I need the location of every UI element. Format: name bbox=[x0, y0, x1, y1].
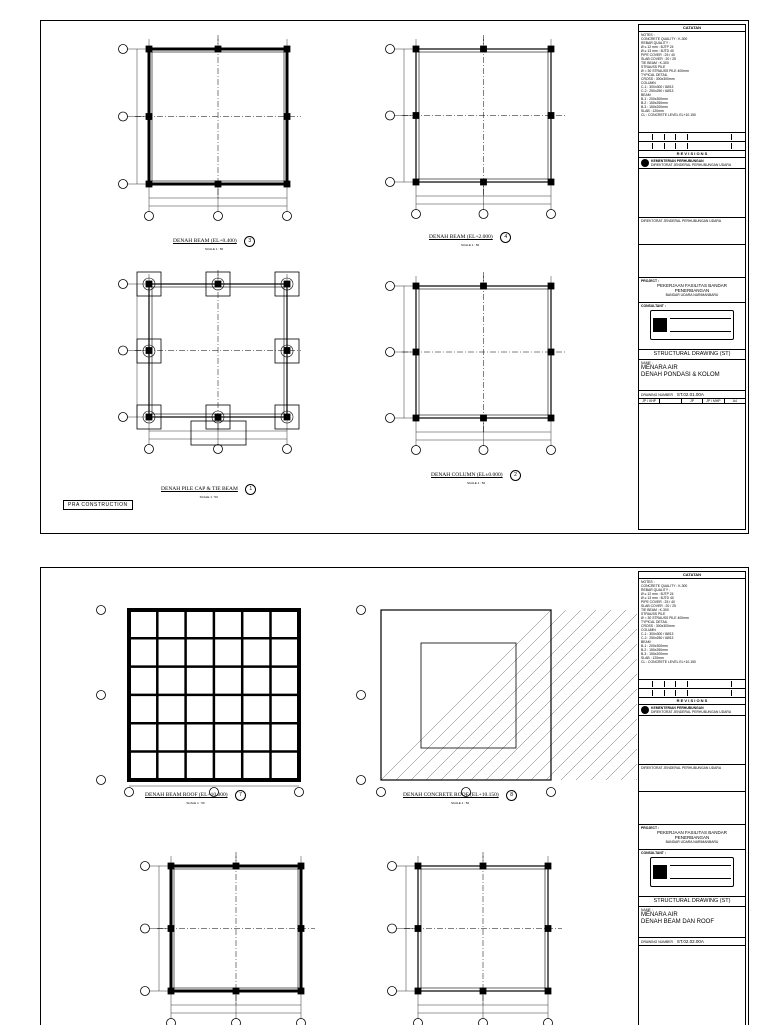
hatch-line bbox=[411, 610, 581, 780]
hatch-line bbox=[606, 610, 637, 780]
drawing-name-block: NAME : MENARA AIR DENAH BEAM DAN ROOF bbox=[639, 907, 745, 938]
column-mark bbox=[298, 926, 304, 932]
grid-bubble bbox=[479, 1019, 488, 1025]
column-mark bbox=[545, 926, 551, 932]
hatch-line bbox=[396, 610, 566, 780]
revision-row bbox=[639, 133, 745, 142]
grid-bubble bbox=[386, 178, 395, 187]
drawing-number-badge: 8 bbox=[506, 790, 517, 801]
grid-bubble bbox=[547, 446, 556, 455]
grid-bubble bbox=[119, 280, 128, 289]
grid-bubble bbox=[388, 987, 397, 996]
scale-text: SCALE 1 : 50 bbox=[173, 247, 255, 251]
revision-row bbox=[639, 142, 745, 151]
drawing-number-block: DRAWING NUMBER ST.02.02.00A bbox=[639, 938, 745, 946]
owner-block: KEMENTERIAN PERHUBUNGAN DIREKTORAT JENDERAL PERHUBUNGAN UDARA bbox=[639, 705, 745, 716]
grid-bubble bbox=[97, 776, 106, 785]
drawing-sheet-1 bbox=[40, 20, 749, 534]
authority-block bbox=[639, 792, 745, 825]
drawing-number-badge: 4 bbox=[500, 232, 511, 243]
consultant-stamp bbox=[650, 857, 734, 887]
scale-text: SCALE 1 : 50 bbox=[161, 495, 256, 499]
grid-bubble bbox=[547, 210, 556, 219]
drawing-title-3 bbox=[161, 477, 256, 499]
grid-bubble bbox=[479, 210, 488, 219]
grid-bubble bbox=[283, 212, 292, 221]
grid-bubble bbox=[412, 210, 421, 219]
client-block: DIREKTORAT JENDERAL PERHUBUNGAN UDARA bbox=[639, 218, 745, 245]
grid-bubble bbox=[97, 691, 106, 700]
owner-block: KEMENTERIAN PERHUBUNGAN DIREKTORAT JENDERAL PERHUBUNGAN UDARA bbox=[639, 158, 745, 169]
grid-bubble bbox=[479, 446, 488, 455]
notes-list: NOTES : CONCRETE QUALITY : K-300 REBAR QUALITY : Ø ≤ 12 mm : BJTP 24 Ø ≥ 13 mm : BJTD 40 PIPE COVER : 25 / 40 SLAB COVER : 20 / 25 TIE BEAM : K-300 STRAUSS PILE Ø = 30 STRAUSS PILE 400mm TYPICAL DETAIL CROSS : 300x300mm COLUMN C-1 : 300x300 / 8Ø13 C-2 : 250x250 / 6Ø13 BEAM B-1 : 200x300mm B-2 : 150x250mm B-3 : 150x200mm SLAB : 120mm CL : CONCRETE LEVEL EL+10.150 bbox=[639, 579, 745, 680]
drawing-name-block: NAME : MENARA AIR DENAH PONDASI & KOLOM bbox=[639, 360, 745, 391]
consultant-block: CONSULTANT : bbox=[639, 303, 745, 350]
project-block: PROJECT : PEKERJAAN FASILITAS BANDAR PENERBANGAN BANDAR UDARA NARIMANBARU bbox=[639, 825, 745, 850]
grid-bubble bbox=[386, 111, 395, 120]
grid-bubble bbox=[119, 112, 128, 121]
grid-bubble bbox=[412, 446, 421, 455]
drawing-number-badge: 2 bbox=[510, 470, 521, 481]
grid-bubble bbox=[141, 862, 150, 871]
drawing-title-7 bbox=[145, 783, 246, 805]
drawing-name: MENARA AIR DENAH PONDASI & KOLOM bbox=[641, 365, 743, 379]
consultant-logo-icon bbox=[653, 865, 667, 879]
drawing-number-badge: 7 bbox=[235, 790, 246, 801]
hatch-line bbox=[591, 610, 637, 780]
pra-construction-stamp: PRA CONSTRUCTION bbox=[63, 500, 133, 510]
grid-bubble bbox=[388, 862, 397, 871]
column-mark bbox=[548, 113, 554, 119]
hatch-line bbox=[546, 610, 637, 780]
consultant-logo-icon bbox=[653, 318, 667, 332]
grid-bubble bbox=[232, 1019, 241, 1025]
grid-bubble bbox=[141, 924, 150, 933]
title-text: DENAH BEAM (EL+2.000) bbox=[429, 234, 493, 240]
grid-bubble bbox=[141, 987, 150, 996]
grid-bubble bbox=[125, 788, 134, 797]
sheet-info-cells: JP / KHP JP JP / MHP A4 bbox=[639, 399, 745, 404]
consultant-block: CONSULTANT : bbox=[639, 850, 745, 897]
grid-bubble bbox=[295, 788, 304, 797]
client-block: DIREKTORAT JENDERAL PERHUBUNGAN UDARA bbox=[639, 765, 745, 792]
grid-bubble bbox=[119, 180, 128, 189]
column-mark bbox=[284, 348, 290, 354]
grid-bubble bbox=[119, 346, 128, 355]
notes-list: NOTES : CONCRETE QUALITY : K-300 REBAR QUALITY : Ø ≤ 12 mm : BJTP 24 Ø ≥ 13 mm : BJTD 40 PIPE COVER : 25 / 40 SLAB COVER : 20 / 25 TIE BEAM : K-300 STRAUSS PILE Ø = 30 STRAUSS PILE 400mm TYPICAL DETAIL CROSS : 300x300mm COLUMN C-1 : 300x300 / 8Ø13 C-2 : 250x250 / 6Ø13 BEAM B-1 : 200x300mm B-2 : 150x250mm B-3 : 150x200mm SLAB : 120mm CL : CONCRETE LEVEL EL+10.150 bbox=[639, 32, 745, 133]
grid-bubble bbox=[145, 212, 154, 221]
drawing-number: ST.02.02.00A bbox=[677, 939, 704, 944]
pile-cap-extension bbox=[191, 421, 246, 445]
drawing-number-block: DRAWING NUMBER ST.02.01.00A bbox=[639, 391, 745, 399]
revisions-label: R E V I S I O N S bbox=[639, 698, 745, 705]
ministry-logo-icon bbox=[641, 706, 649, 714]
scale-text: SCALE 1 : 50 bbox=[431, 481, 521, 485]
title-text: DENAH CONCRETE ROOF (EL+10.150) bbox=[403, 792, 499, 798]
notes-header: CATATAN bbox=[639, 25, 745, 32]
drawing-name: MENARA AIR DENAH BEAM DAN ROOF bbox=[641, 912, 743, 926]
grid-bubble bbox=[547, 788, 556, 797]
drawing-type: STRUCTURAL DRAWING (ST) bbox=[639, 897, 745, 907]
grid-bubble bbox=[119, 45, 128, 54]
title-text: DENAH PILE CAP & TIE BEAM bbox=[161, 486, 238, 492]
project-block: PROJECT : PEKERJAAN FASILITAS BANDAR PENERBANGAN BANDAR UDARA NARIMANBARU bbox=[639, 278, 745, 303]
grid-bubble bbox=[388, 924, 397, 933]
hatch-line bbox=[516, 610, 637, 780]
signature-block bbox=[639, 716, 745, 765]
column-mark bbox=[284, 114, 290, 120]
grid-bubble bbox=[544, 1019, 553, 1025]
hatch-line bbox=[531, 610, 637, 780]
sheet-2-drawings bbox=[41, 568, 637, 1025]
signature-block bbox=[639, 169, 745, 218]
grid-bubble bbox=[357, 776, 366, 785]
hatch-line bbox=[621, 610, 637, 780]
drawing-number-badge: 3 bbox=[244, 236, 255, 247]
grid-bubble bbox=[214, 212, 223, 221]
title-text: DENAH BEAM (EL+0.400) bbox=[173, 238, 237, 244]
title-text: DENAH BEAM ROOF (EL+10.000) bbox=[145, 792, 228, 798]
grid-bubble bbox=[386, 348, 395, 357]
authority-block bbox=[639, 245, 745, 278]
revision-row bbox=[639, 689, 745, 698]
hatch-line bbox=[441, 610, 611, 780]
drawing-title-4 bbox=[431, 463, 521, 485]
hatch-line bbox=[381, 610, 551, 780]
grid-bubble bbox=[167, 1019, 176, 1025]
hatch-line bbox=[486, 610, 637, 780]
grid-bubble bbox=[214, 445, 223, 454]
notes-header: CATATAN bbox=[639, 572, 745, 579]
grid-bubble bbox=[357, 606, 366, 615]
title-text: DENAH COLUMN (EL±0.000) bbox=[431, 472, 503, 478]
grid-bubble bbox=[97, 606, 106, 615]
grid-bubble bbox=[414, 1019, 423, 1025]
hatch-line bbox=[576, 610, 637, 780]
grid-bubble bbox=[119, 413, 128, 422]
hatch-line bbox=[561, 610, 637, 780]
sheet-1-drawings bbox=[41, 21, 637, 533]
drawing-sheet-2 bbox=[40, 567, 749, 1025]
drawing-type: STRUCTURAL DRAWING (ST) bbox=[639, 350, 745, 360]
title-block-2 bbox=[638, 571, 746, 1025]
hatch-line bbox=[456, 610, 626, 780]
revisions-label: R E V I S I O N S bbox=[639, 151, 745, 158]
grid-bubble bbox=[145, 445, 154, 454]
title-block-1 bbox=[638, 24, 746, 530]
scale-text: SCALE 1 : 50 bbox=[429, 243, 511, 247]
consultant-stamp bbox=[650, 310, 734, 340]
roof-opening bbox=[421, 643, 516, 748]
hatch-line bbox=[636, 610, 637, 780]
grid-bubble bbox=[357, 691, 366, 700]
drawing-number-badge: 1 bbox=[245, 484, 256, 495]
grid-bubble bbox=[386, 282, 395, 291]
column-mark bbox=[548, 349, 554, 355]
hatch-line bbox=[426, 610, 596, 780]
drawing-title-2 bbox=[429, 225, 511, 247]
ministry-logo-icon bbox=[641, 159, 649, 167]
revision-row bbox=[639, 680, 745, 689]
drawing-title-1 bbox=[173, 229, 255, 251]
grid-bubble bbox=[386, 414, 395, 423]
grid-bubble bbox=[377, 788, 386, 797]
drawing-title-8 bbox=[403, 783, 517, 805]
grid-bubble bbox=[283, 445, 292, 454]
grid-bubble bbox=[386, 45, 395, 54]
drawing-number: ST.02.01.00A bbox=[677, 392, 704, 397]
scale-text: SCALE 1 : 50 bbox=[403, 801, 517, 805]
scale-text: SCALE 1 : 50 bbox=[145, 801, 246, 805]
grid-bubble bbox=[297, 1019, 306, 1025]
